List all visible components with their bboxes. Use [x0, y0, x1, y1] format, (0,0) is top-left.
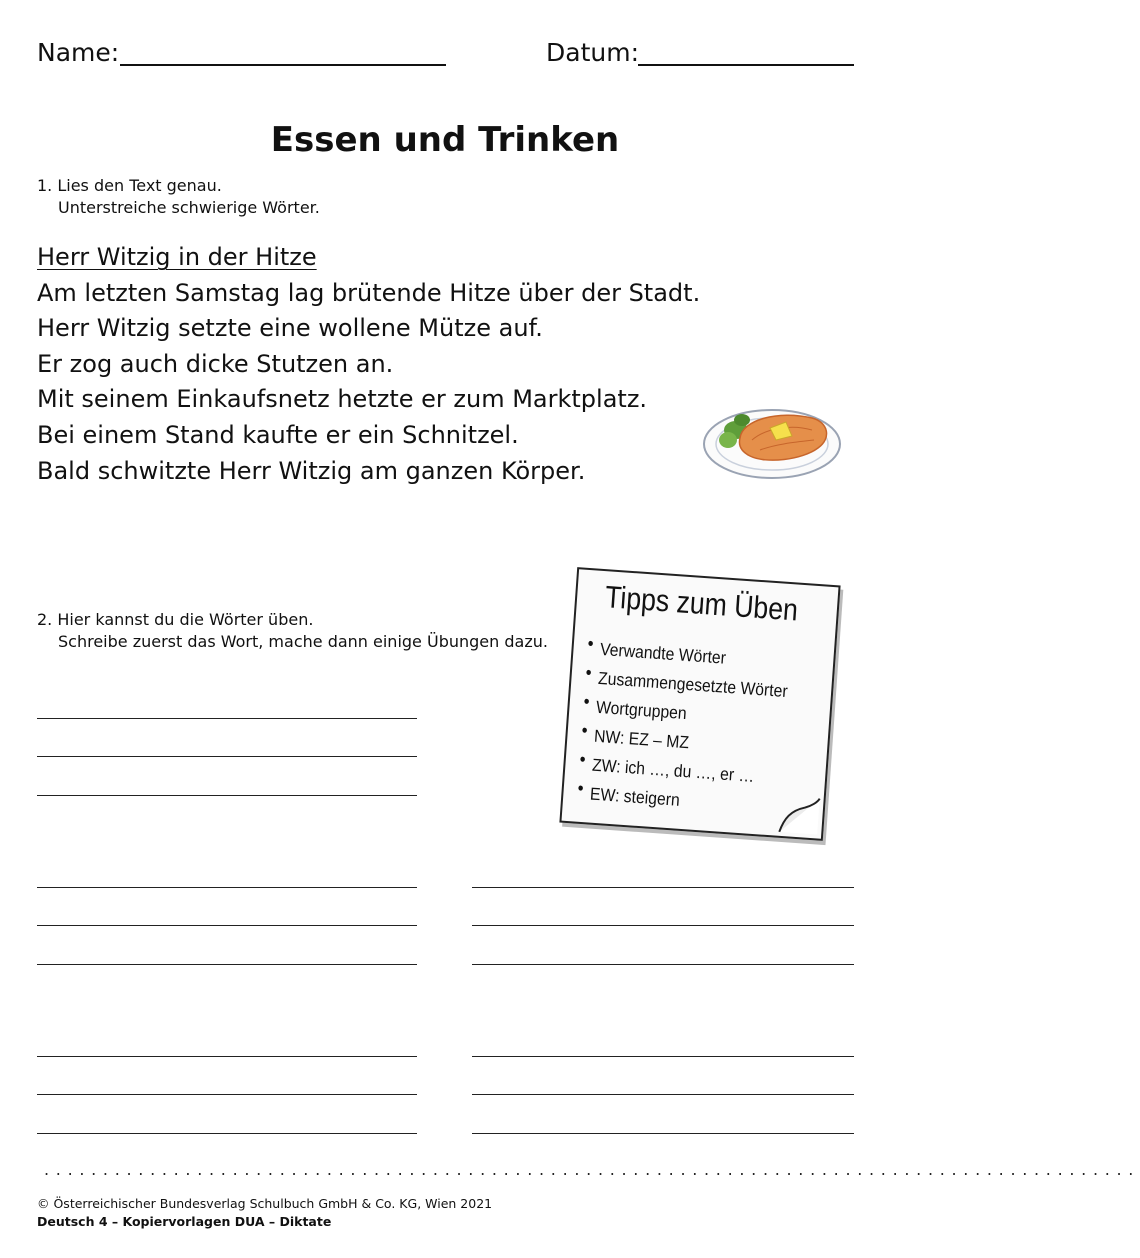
- writing-line[interactable]: [37, 1133, 417, 1134]
- writing-line[interactable]: [37, 718, 417, 719]
- tips-item-label: EW: steigern: [589, 783, 681, 810]
- story-line: Mit seinem Einkaufsnetz hetzte er zum Marktplatz.: [37, 385, 648, 414]
- tips-note: [559, 567, 840, 841]
- bullet-icon: •: [579, 748, 587, 770]
- writing-line[interactable]: [37, 1094, 417, 1095]
- task2-instructions: [37, 609, 548, 653]
- footer: [37, 1195, 492, 1231]
- bullet-icon: •: [583, 690, 591, 712]
- story-line: Am letzten Samstag lag brütende Hitze über der Stadt.: [37, 278, 701, 307]
- bullet-icon: •: [587, 633, 595, 654]
- dotted-separator: .............................................................................................: [44, 1160, 1140, 1179]
- date-label: Datum:: [546, 38, 639, 67]
- date-field[interactable]: [638, 64, 854, 66]
- story-line: Bald schwitzte Herr Witzig am ganzen Körper.: [37, 456, 586, 485]
- writing-line[interactable]: [37, 1056, 417, 1057]
- writing-line[interactable]: [37, 925, 417, 926]
- tips-item-label: ZW: ich …, du …, er …: [591, 754, 755, 786]
- name-field[interactable]: [120, 64, 446, 66]
- tips-item-label: Verwandte Wörter: [599, 638, 727, 668]
- task1-line2: Unterstreiche schwierige Wörter.: [58, 198, 320, 217]
- page-curl-icon: [775, 792, 822, 837]
- footer-book-title: Deutsch 4 – Kopiervorlagen DUA – Diktate: [37, 1214, 332, 1229]
- task2-line1: 2. Hier kannst du die Wörter üben.: [37, 610, 314, 629]
- bullet-icon: •: [581, 719, 589, 741]
- page-title: Essen und Trinken: [270, 120, 620, 160]
- writing-line[interactable]: [37, 795, 417, 796]
- writing-line[interactable]: [472, 887, 854, 888]
- schnitzel-plate-illustration: [700, 398, 848, 490]
- task1-line1: 1. Lies den Text genau.: [37, 176, 222, 195]
- bullet-icon: •: [585, 661, 593, 683]
- writing-line[interactable]: [37, 964, 417, 965]
- story-line: Er zog auch dicke Stutzen an.: [37, 349, 394, 378]
- task2-line2: Schreibe zuerst das Wort, mache dann einige Übungen dazu.: [58, 632, 548, 651]
- writing-line[interactable]: [472, 925, 854, 926]
- bullet-icon: •: [577, 777, 585, 799]
- writing-line[interactable]: [472, 1094, 854, 1095]
- task1-instructions: [37, 175, 320, 219]
- writing-line[interactable]: [472, 964, 854, 965]
- story-line: Herr Witzig setzte eine wollene Mütze auf.: [37, 314, 543, 343]
- tips-item-label: NW: EZ – MZ: [593, 725, 690, 753]
- writing-line[interactable]: [472, 1056, 854, 1057]
- writing-line[interactable]: [37, 756, 417, 757]
- story-text: [37, 240, 700, 489]
- story-title: Herr Witzig in der Hitze: [37, 243, 317, 271]
- writing-line[interactable]: [472, 1133, 854, 1134]
- name-label: Name:: [37, 38, 120, 67]
- tips-item-label: Zusammengesetzte Wörter: [597, 667, 789, 702]
- writing-line[interactable]: [37, 887, 417, 888]
- footer-copyright: © Österreichischer Bundesverlag Schulbuch GmbH & Co. KG, Wien 2021: [37, 1196, 493, 1211]
- tips-title: Tipps zum Üben: [604, 579, 800, 628]
- tips-item-label: Wortgruppen: [595, 696, 688, 724]
- story-line: Bei einem Stand kaufte er ein Schnitzel.: [37, 420, 519, 449]
